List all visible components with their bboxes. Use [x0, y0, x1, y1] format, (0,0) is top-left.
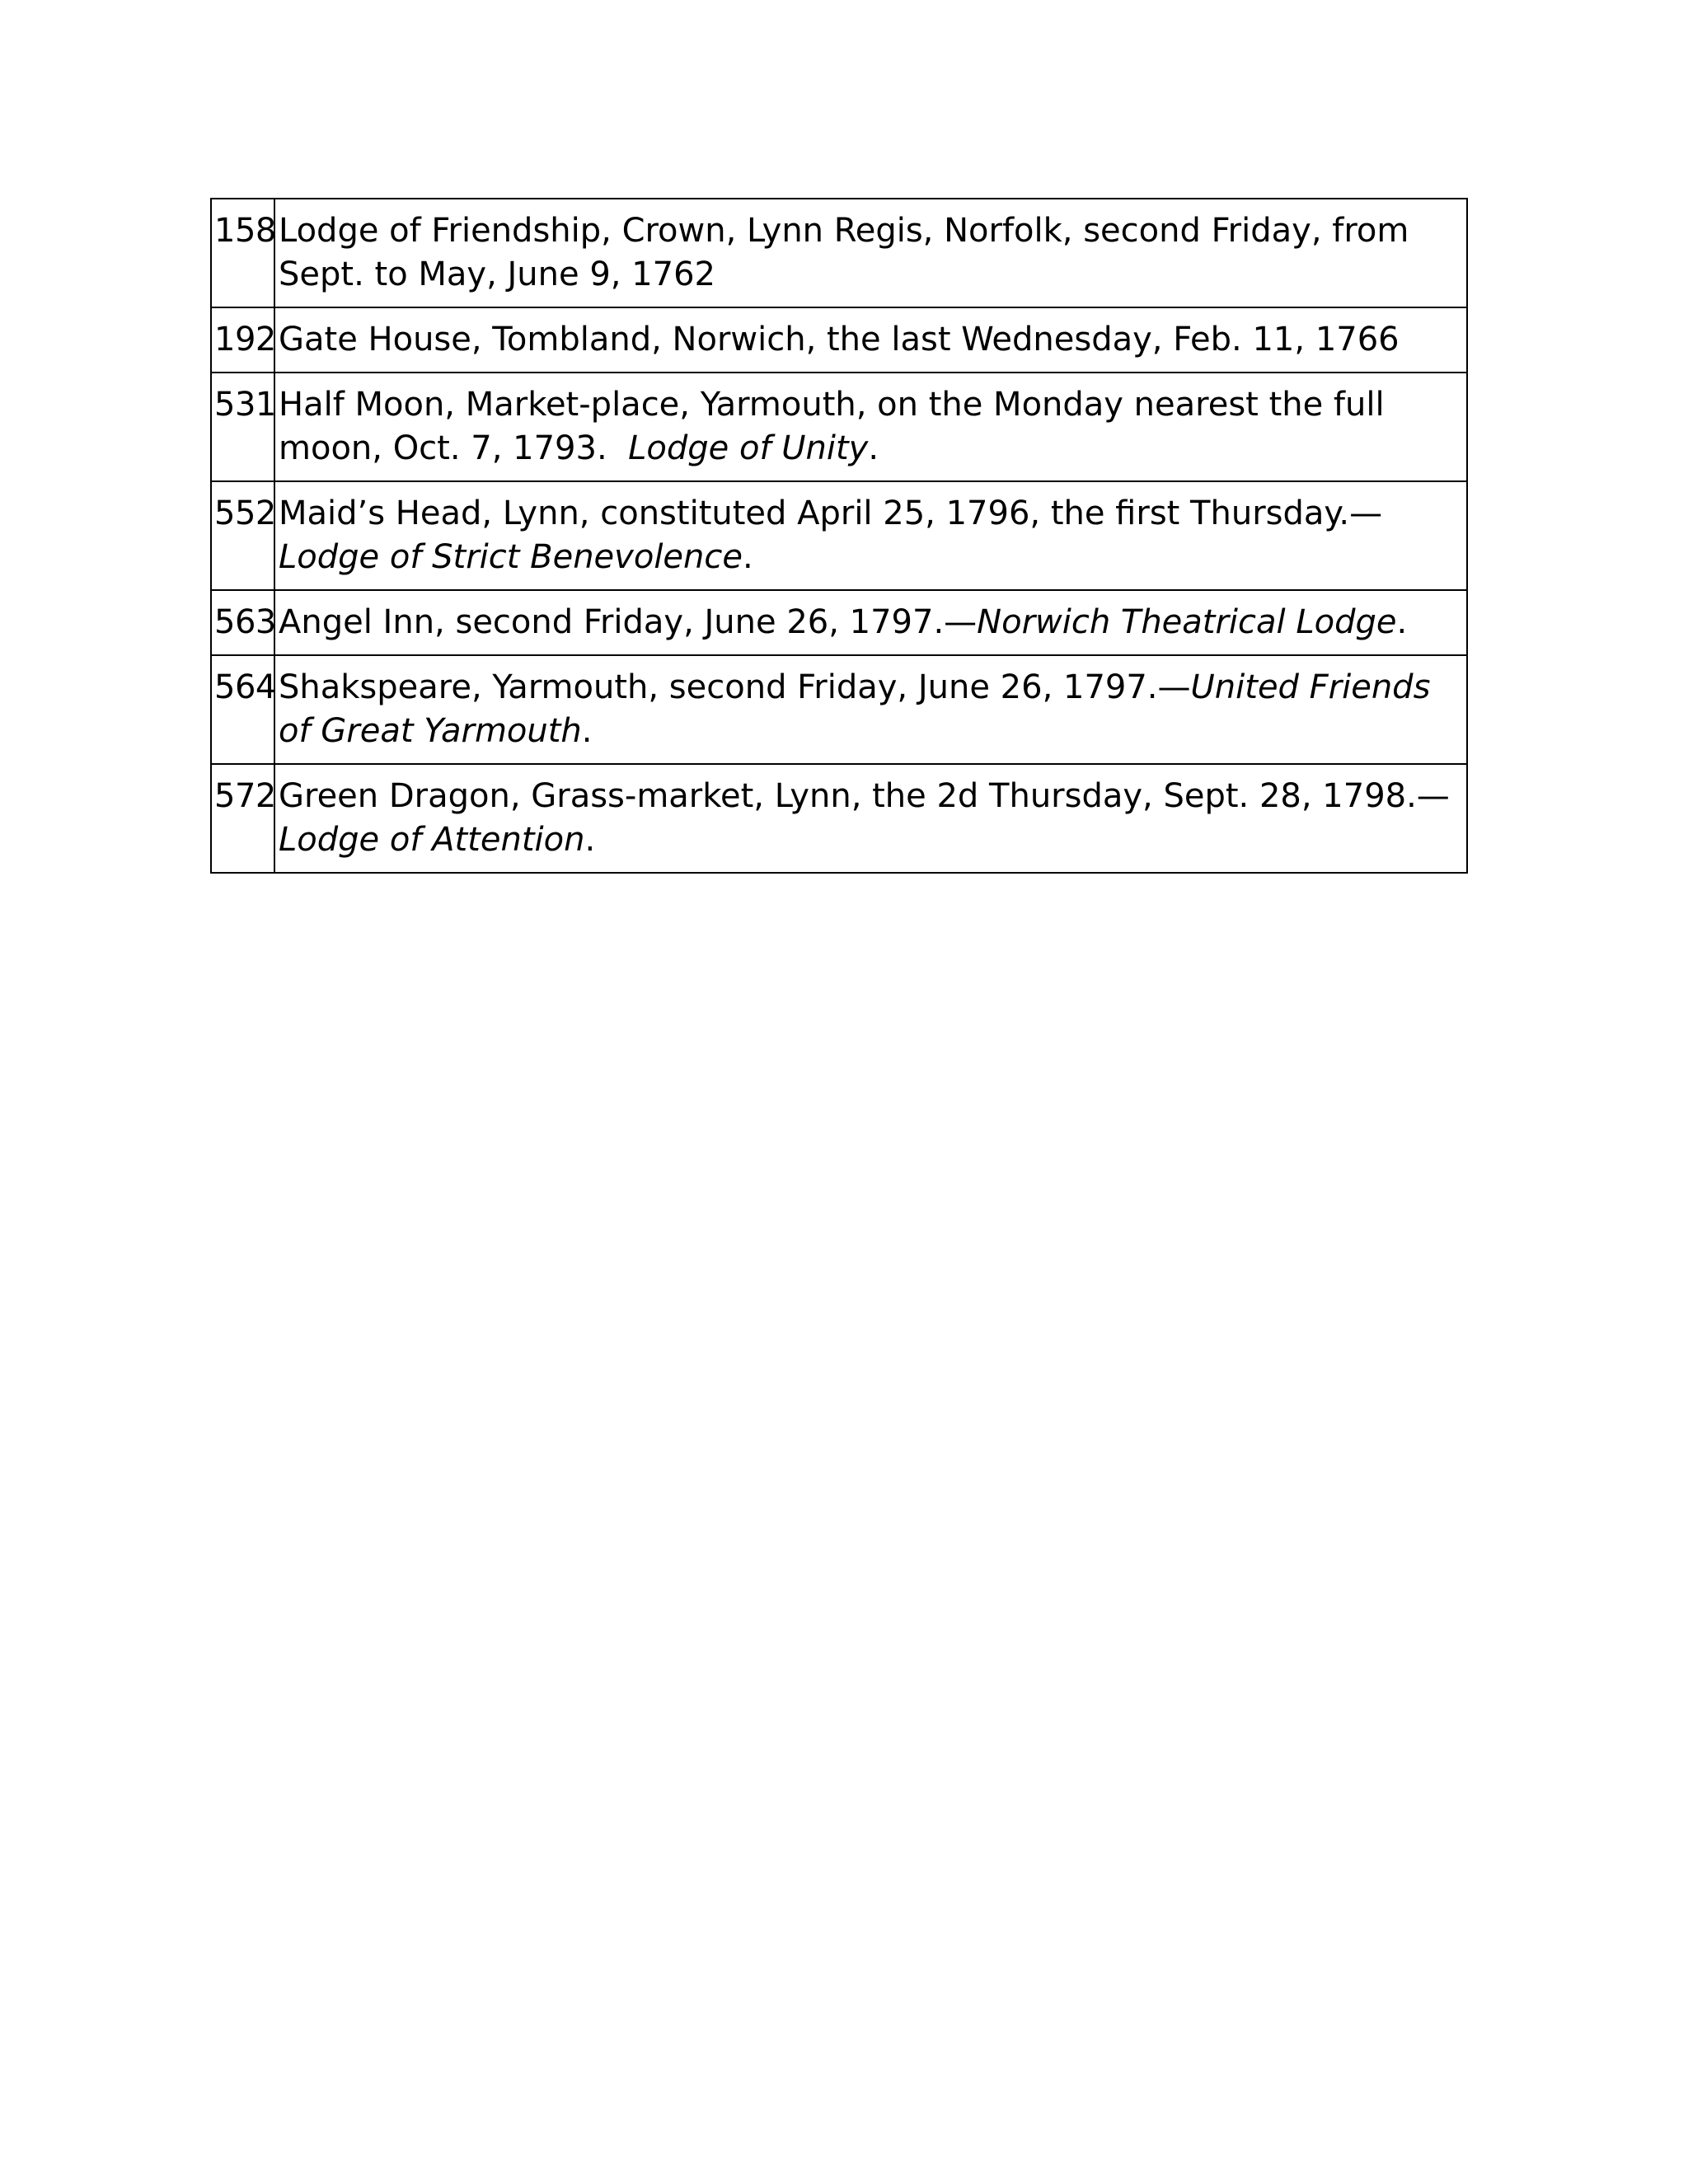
lodge-description: Green Dragon, Grass-market, Lynn, the 2d Thursday, Sept. 28, 1798.—Lodge of Attention.: [274, 764, 1467, 873]
lodge-number: 192: [211, 307, 274, 373]
lodge-name: Lodge of Unity: [628, 429, 869, 467]
lodge-description: Maid’s Head, Lynn, constituted April 25, 1796, the first Thursday.—Lodge of Strict Benevolence.: [274, 481, 1467, 590]
lodge-number: 564: [211, 655, 274, 764]
table-row: [211, 764, 1467, 873]
lodge-name: Lodge of Strict Benevolence: [279, 538, 743, 576]
table-row: [211, 590, 1467, 655]
lodge-table: [210, 198, 1468, 874]
lodge-description: Angel Inn, second Friday, June 26, 1797.—Norwich Theatrical Lodge.: [274, 590, 1467, 655]
lodge-text: Green Dragon, Grass-market, Lynn, the 2d Thursday, Sept. 28, 1798.—: [279, 777, 1450, 815]
lodge-text: Shakspeare, Yarmouth, second Friday, June 26, 1797.—: [279, 668, 1191, 706]
lodge-description: Shakspeare, Yarmouth, second Friday, June 26, 1797.—United Friends of Great Yarmouth.: [274, 655, 1467, 764]
lodge-number: 563: [211, 590, 274, 655]
lodge-text: Half Moon, Market-place, Yarmouth, on the Monday nearest the full moon, Oct. 7, 1793.: [279, 386, 1395, 467]
table-row: [211, 655, 1467, 764]
lodge-name: Lodge of Attention: [279, 821, 585, 859]
lodge-number: 552: [211, 481, 274, 590]
table-row: [211, 373, 1467, 481]
table-row: [211, 481, 1467, 590]
lodge-text: Maid’s Head, Lynn, constituted April 25, 1796, the first Thursday.—: [279, 494, 1383, 532]
lodge-text: Angel Inn, second Friday, June 26, 1797.—: [279, 603, 978, 641]
lodge-text: Gate House, Tombland, Norwich, the last Wednesday, Feb. 11, 1766: [279, 321, 1400, 359]
lodge-description: Half Moon, Market-place, Yarmouth, on the Monday nearest the full moon, Oct. 7, 1793. Lodge of Unity.: [274, 373, 1467, 481]
table-row: [211, 307, 1467, 373]
lodge-number: 572: [211, 764, 274, 873]
lodge-name: United Friends of Great Yarmouth: [279, 668, 1431, 750]
lodge-name: Norwich Theatrical Lodge: [977, 603, 1397, 641]
lodge-number: 531: [211, 373, 274, 481]
table-row: [211, 199, 1467, 307]
lodge-description: [274, 199, 1467, 307]
lodge-text: Lodge of Friendship, Crown, Lynn Regis, Norfolk, second Friday, from Sept. to May, June 9, 1762: [279, 212, 1409, 293]
lodge-description: [274, 307, 1467, 373]
lodge-number: 158: [211, 199, 274, 307]
